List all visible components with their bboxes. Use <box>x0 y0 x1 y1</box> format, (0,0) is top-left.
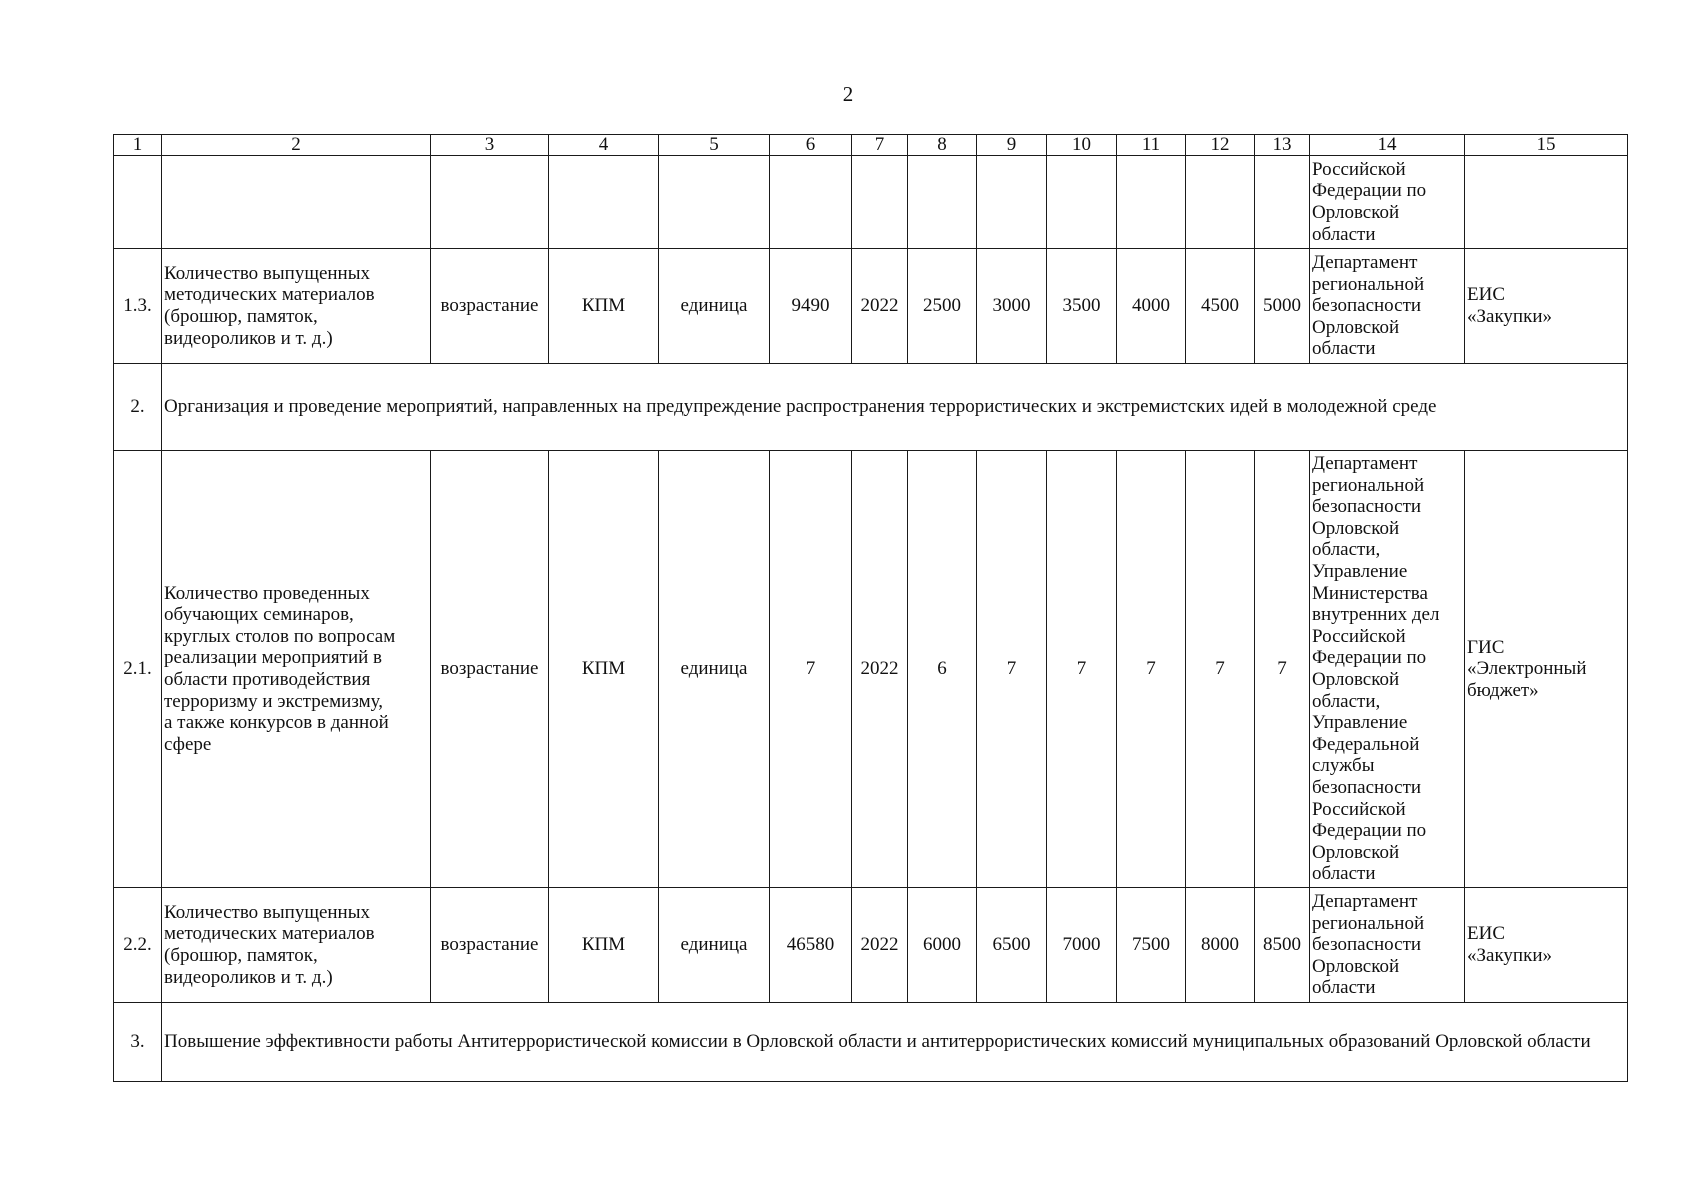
value-cell: 7 <box>977 451 1047 888</box>
unit-cell: единица <box>659 451 770 888</box>
trend-cell: возрастание <box>431 451 549 888</box>
responsible-cell: Департамент региональной безопасности Орловской области <box>1310 249 1465 364</box>
section-row <box>114 1003 1628 1082</box>
column-header: 7 <box>852 135 908 156</box>
base-value-cell: 7 <box>770 451 852 888</box>
column-header: 8 <box>908 135 977 156</box>
unit-cell: единица <box>659 249 770 364</box>
table-header-row <box>114 135 1628 156</box>
row-number: 2.1. <box>114 451 162 888</box>
value-cell: 3500 <box>1047 249 1117 364</box>
column-header: 1 <box>114 135 162 156</box>
column-header: 5 <box>659 135 770 156</box>
value-cell: 6 <box>908 451 977 888</box>
base-year-cell: 2022 <box>852 451 908 888</box>
column-header: 14 <box>1310 135 1465 156</box>
value-cell: 7 <box>1186 451 1255 888</box>
indicator-name: Количество выпущенных методических материалов (брошюр, памяток, видеороликов и т. д.) <box>162 249 431 364</box>
column-header: 11 <box>1117 135 1186 156</box>
value-cell: 5000 <box>1255 249 1310 364</box>
column-header: 3 <box>431 135 549 156</box>
column-header: 9 <box>977 135 1047 156</box>
column-header: 13 <box>1255 135 1310 156</box>
section-title: Повышение эффективности работы Антитеррористической комиссии в Орловской области и антитеррористических комиссий муниципальных образований Орловской области <box>162 1003 1628 1082</box>
value-cell: 7500 <box>1117 888 1186 1003</box>
responsible-cell: Российской Федерации по Орловской области <box>1310 156 1465 249</box>
system-cell: ГИС «Электронный бюджет» <box>1465 451 1628 888</box>
base-value-cell: 9490 <box>770 249 852 364</box>
unit-cell: единица <box>659 888 770 1003</box>
column-header: 4 <box>549 135 659 156</box>
page-number: 2 <box>842 82 854 106</box>
value-cell: 7 <box>1117 451 1186 888</box>
table-row <box>114 249 1628 364</box>
column-header: 2 <box>162 135 431 156</box>
value-cell: 8500 <box>1255 888 1310 1003</box>
base-year-cell: 2022 <box>852 888 908 1003</box>
value-cell: 2500 <box>908 249 977 364</box>
indicators-table <box>113 134 1628 1082</box>
value-cell: 3000 <box>977 249 1047 364</box>
system-cell: ЕИС «Закупки» <box>1465 888 1628 1003</box>
type-cell: КПМ <box>549 888 659 1003</box>
value-cell: 6000 <box>908 888 977 1003</box>
section-number: 2. <box>114 364 162 451</box>
value-cell: 7 <box>1047 451 1117 888</box>
type-cell: КПМ <box>549 451 659 888</box>
indicator-name: Количество проведенных обучающих семинаров, круглых столов по вопросам реализации мероприятий в области противодействия терроризму и экстремизму, а также конкурсов в данной сфере <box>162 451 431 888</box>
value-cell: 7 <box>1255 451 1310 888</box>
column-header: 6 <box>770 135 852 156</box>
row-number: 1.3. <box>114 249 162 364</box>
responsible-cell: Департамент региональной безопасности Орловской области <box>1310 888 1465 1003</box>
column-header: 12 <box>1186 135 1255 156</box>
type-cell: КПМ <box>549 249 659 364</box>
value-cell: 8000 <box>1186 888 1255 1003</box>
trend-cell: возрастание <box>431 888 549 1003</box>
responsible-cell: Департамент региональной безопасности Орловской области, Управление Министерства внутренних дел Российской Федерации по Орловской области, Управление Федеральной службы безопасности Российской Федерации по Орловской области <box>1310 451 1465 888</box>
row-number: 2.2. <box>114 888 162 1003</box>
base-year-cell: 2022 <box>852 249 908 364</box>
section-row <box>114 364 1628 451</box>
indicator-name: Количество выпущенных методических материалов (брошюр, памяток, видеороликов и т. д.) <box>162 888 431 1003</box>
section-number: 3. <box>114 1003 162 1082</box>
table-row-continuation <box>114 156 1628 249</box>
table-row <box>114 451 1628 888</box>
value-cell: 7000 <box>1047 888 1117 1003</box>
section-title: Организация и проведение мероприятий, направленных на предупреждение распространения террористических и экстремистских идей в молодежной среде <box>162 364 1628 451</box>
value-cell: 4500 <box>1186 249 1255 364</box>
table-row <box>114 888 1628 1003</box>
column-header: 15 <box>1465 135 1628 156</box>
system-cell: ЕИС «Закупки» <box>1465 249 1628 364</box>
base-value-cell: 46580 <box>770 888 852 1003</box>
value-cell: 6500 <box>977 888 1047 1003</box>
column-header: 10 <box>1047 135 1117 156</box>
value-cell: 4000 <box>1117 249 1186 364</box>
trend-cell: возрастание <box>431 249 549 364</box>
